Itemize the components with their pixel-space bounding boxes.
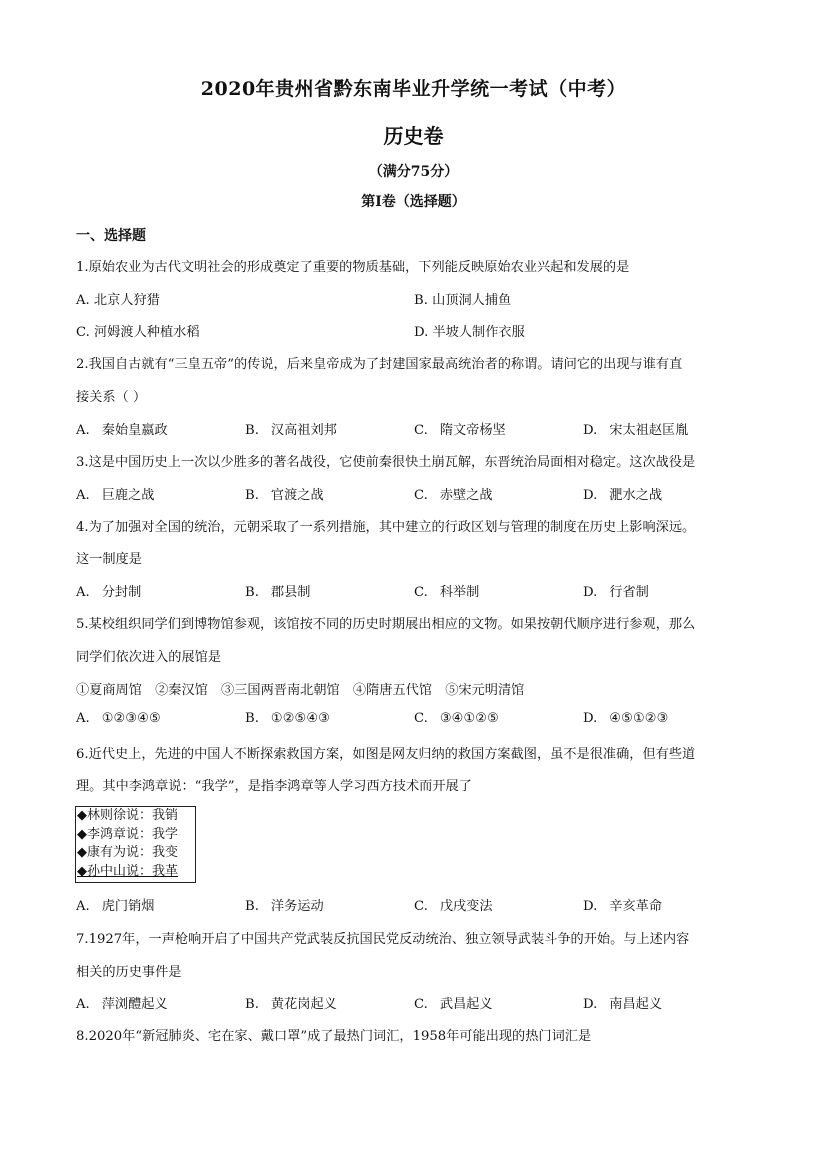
option-text: 宋太祖赵匡胤 (609, 423, 689, 438)
question-6-option-a (76, 895, 154, 914)
question-3-option-b (245, 484, 324, 503)
option-letter: B. (245, 423, 259, 438)
question-6-option-c (414, 895, 493, 914)
question-7-stem-line-1: 7.1927年，一声枪响开启了中国共产党武装反抗国民党反动统治、独立领导武装斗争的开始。与上述内容 (76, 932, 690, 947)
option-text: 郡县制 (270, 585, 311, 600)
option-text: 淝水之战 (609, 488, 663, 503)
question-5-option-d (583, 711, 668, 726)
option-letter: A. (76, 585, 90, 600)
question-5-option-b (245, 711, 330, 726)
option-text: 秦始皇嬴政 (101, 423, 168, 438)
question-7-option-d (583, 993, 662, 1012)
option-letter: D. (583, 585, 598, 600)
figure-line-4: ◆孙中山说：我革 (77, 864, 178, 880)
option-letter: A. (76, 488, 90, 503)
question-5-option-a (76, 711, 161, 726)
question-2-option-c (414, 419, 506, 438)
question-4-option-c (414, 581, 479, 600)
question-1-stem: 1.原始农业为古代文明社会的形成奠定了重要的物质基础，下列能反映原始农业兴起和发展的是 (76, 260, 630, 275)
option-text: 行省制 (609, 585, 649, 600)
question-2-stem-line-1: 2.我国自古就有“三皇五帝”的传说，后来皇帝成为了封建国家最高统治者的称谓。请问它的出现与谁有直 (76, 357, 683, 372)
option-letter: A. (76, 423, 90, 438)
question-3-stem: 3.这是中国历史上一次以少胜多的著名战役，它使前秦很快土崩瓦解，东晋统治局面相对稳定。这次战役是 (76, 455, 696, 470)
figure-line-3: ◆康有为说：我变 (77, 845, 178, 861)
option-text: 虎门销烟 (101, 899, 155, 914)
question-4-stem-line-2: 这一制度是 (76, 552, 142, 567)
question-5-stem-line-2: 同学们依次进入的展馆是 (76, 650, 222, 665)
option-text: 辛亥革命 (609, 899, 663, 914)
option-text: 赤壁之战 (439, 488, 493, 503)
option-text: ③④①②⑤ (439, 711, 499, 726)
question-4-option-a (76, 581, 141, 600)
question-2-option-a (76, 419, 168, 438)
option-letter: B. (245, 488, 259, 503)
option-text: 洋务运动 (270, 899, 324, 914)
option-letter: A. (76, 899, 90, 914)
option-text: 巨鹿之战 (101, 488, 155, 503)
question-1-option-d: D. 半坡人制作衣服 (414, 325, 525, 340)
option-text: 戊戌变法 (439, 899, 493, 914)
question-2-stem-line-2: 接关系（ ） (76, 390, 147, 405)
option-letter: D. (583, 423, 598, 438)
option-text: ①②③④⑤ (101, 711, 161, 726)
option-text: ④⑤①②③ (609, 711, 669, 726)
question-6-option-b (245, 895, 324, 914)
question-6-stem-line-1: 6.近代史上，先进的中国人不断探索救国方案，如图是网友归纳的救国方案截图，虽不是很准确，但有些道 (76, 747, 696, 762)
question-4-stem-line-1: 4.为了加强对全国的统治，元朝采取了一系列措施，其中建立的行政区划与管理的制度在历史上影响深远。 (76, 520, 696, 535)
option-letter: B. (245, 997, 259, 1012)
option-text: 科举制 (439, 585, 480, 600)
question-2-option-b (245, 419, 337, 438)
exam-title: 2020年贵州省黔东南毕业升学统一考试（中考） (200, 78, 627, 100)
figure-line-2: ◆李鸿章说：我学 (77, 826, 178, 842)
option-letter: B. (245, 899, 259, 914)
option-letter: D. (583, 899, 598, 914)
option-text: 分封制 (101, 585, 142, 600)
section-title: 一、选择题 (76, 228, 146, 244)
question-7-option-c (414, 993, 493, 1012)
figure-line-1: ◆林则徐说：我销 (77, 808, 178, 823)
option-letter: C. (414, 997, 428, 1012)
question-2-option-d (583, 419, 688, 438)
option-text: ①②⑤④③ (270, 711, 331, 726)
option-letter: D. (583, 711, 598, 726)
option-text: 隋文帝杨坚 (439, 423, 506, 438)
option-letter: D. (583, 997, 598, 1012)
question-3-option-c (414, 484, 493, 503)
question-4-option-d (583, 581, 649, 600)
option-letter: B. (245, 585, 259, 600)
question-8-stem: 8.2020年“新冠肺炎、宅在家、戴口罩”成了最热门词汇，1958年可能出现的热门词汇是 (76, 1029, 592, 1044)
option-letter: A. (76, 997, 90, 1012)
question-6-option-d (583, 895, 662, 914)
question-7-option-a (76, 993, 168, 1012)
option-letter: C. (414, 585, 428, 600)
question-3-option-a (76, 484, 154, 503)
question-5-halls: ①夏商周馆 ②秦汉馆 ③三国两晋南北朝馆 ④隋唐五代馆 ⑤宋元明清馆 (76, 683, 525, 698)
option-letter: C. (414, 488, 428, 503)
exam-subtitle: 历史卷 (383, 124, 444, 148)
option-letter: C. (414, 423, 428, 438)
option-letter: D. (583, 488, 598, 503)
question-3-option-d (583, 484, 662, 503)
exam-part: 第Ⅰ卷（选择题） (361, 194, 466, 210)
option-letter: B. (245, 711, 259, 726)
question-7-option-b (245, 993, 337, 1012)
question-1-option-c: C. 河姆渡人种植水稻 (76, 325, 200, 340)
question-6-stem-line-2: 理。其中李鸿章说：“我学”，是指李鸿章等人学习西方技术而开展了 (76, 779, 472, 794)
option-text: 萍浏醴起义 (101, 997, 168, 1012)
option-letter: A. (76, 711, 90, 726)
option-letter: C. (414, 899, 428, 914)
question-6-figure (75, 806, 196, 883)
option-text: 南昌起义 (609, 997, 663, 1012)
option-text: 汉高祖刘邦 (270, 423, 337, 438)
question-1-option-b: B. 山顶洞人捕鱼 (414, 293, 512, 308)
option-letter: C. (414, 711, 428, 726)
option-text: 黄花岗起义 (270, 997, 337, 1012)
question-7-stem-line-2: 相关的历史事件是 (76, 965, 182, 980)
option-text: 武昌起义 (439, 997, 493, 1012)
exam-score: （满分75分） (368, 164, 459, 180)
question-1-option-a: A. 北京人狩猎 (76, 293, 160, 308)
option-text: 官渡之战 (270, 488, 324, 503)
question-4-option-b (245, 581, 310, 600)
question-5-option-c (414, 711, 499, 726)
question-5-stem-line-1: 5.某校组织同学们到博物馆参观，该馆按不同的历史时期展出相应的文物。如果按朝代顺序进行参观，那么 (76, 617, 696, 632)
